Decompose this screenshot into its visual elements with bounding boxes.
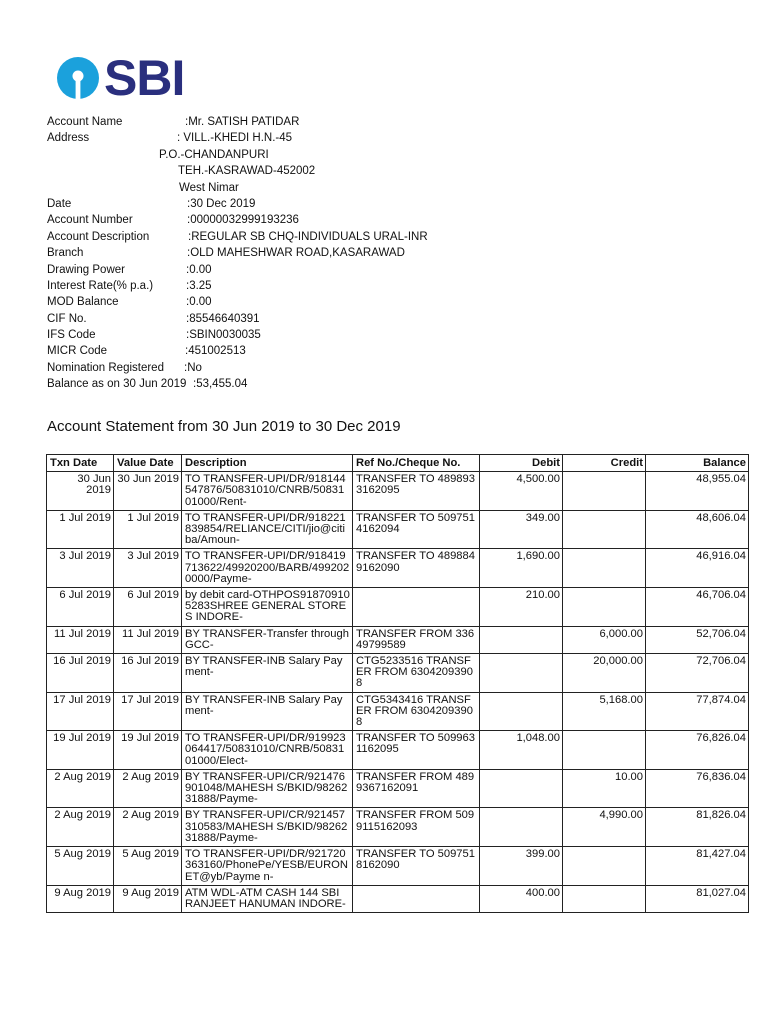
txn-date-cell: 16 Jul 2019 <box>47 654 114 693</box>
account-description-label: Account Description <box>47 230 150 243</box>
description-cell: by debit card-OTHPOS918709105283SHREE GENERAL STORES INDORE- <box>182 588 353 627</box>
debit-cell <box>480 769 563 808</box>
credit-cell: 4,990.00 <box>563 808 646 847</box>
col-header-credit: Credit <box>563 455 646 472</box>
table-row <box>47 654 749 693</box>
txn-date-cell: 3 Jul 2019 <box>47 549 114 588</box>
value-date-cell: 16 Jul 2019 <box>114 654 182 693</box>
ref-no-cell <box>353 885 480 912</box>
ref-no-cell: CTG5233516 TRANSFER FROM 63042093908 <box>353 654 480 693</box>
account-description-value: :REGULAR SB CHQ-INDIVIDUALS URAL-INR <box>188 230 428 243</box>
credit-cell <box>563 510 646 549</box>
table-row <box>47 549 749 588</box>
description-cell: BY TRANSFER-INB Salary Payment- <box>182 692 353 731</box>
ref-no-cell: TRANSFER TO 4898849162090 <box>353 549 480 588</box>
balance-cell: 46,706.04 <box>646 588 749 627</box>
debit-cell: 1,048.00 <box>480 731 563 770</box>
drawing-power-label: Drawing Power <box>47 263 125 276</box>
balance-cell: 48,606.04 <box>646 510 749 549</box>
debit-cell: 349.00 <box>480 510 563 549</box>
account-name-value: :Mr. SATISH PATIDAR <box>185 116 300 128</box>
ref-no-cell: TRANSFER TO 5097514162094 <box>353 510 480 549</box>
statement-title: Account Statement from 30 Jun 2019 to 30 Dec 2019 <box>47 418 401 435</box>
table-row <box>47 510 749 549</box>
credit-cell: 5,168.00 <box>563 692 646 731</box>
value-date-cell: 17 Jul 2019 <box>114 692 182 731</box>
value-date-cell: 11 Jul 2019 <box>114 626 182 653</box>
txn-date-cell: 5 Aug 2019 <box>47 847 114 886</box>
nomination-value: :No <box>184 361 202 374</box>
col-header-ref-no: Ref No./Cheque No. <box>353 455 480 472</box>
opening-balance-value: :53,455.04 <box>193 378 248 391</box>
bank-name: SBI <box>104 50 185 106</box>
bank-logo <box>56 50 185 106</box>
credit-cell <box>563 885 646 912</box>
credit-cell: 6,000.00 <box>563 626 646 653</box>
balance-cell: 81,826.04 <box>646 808 749 847</box>
balance-cell: 48,955.04 <box>646 472 749 511</box>
sbi-keyhole-icon <box>56 56 100 100</box>
statement-rows <box>47 472 749 913</box>
address-line-1: : VILL.-KHEDI H.N.-45 <box>177 132 293 145</box>
ref-no-cell: TRANSFER TO 5099631162095 <box>353 731 480 770</box>
ref-no-cell: TRANSFER TO 5097518162090 <box>353 847 480 886</box>
balance-cell: 81,427.04 <box>646 847 749 886</box>
ifs-label: IFS Code <box>47 329 96 342</box>
table-row <box>47 588 749 627</box>
col-header-description: Description <box>182 455 353 472</box>
account-number-value: :00000032999193236 <box>187 214 299 227</box>
value-date-cell: 3 Jul 2019 <box>114 549 182 588</box>
balance-cell: 77,874.04 <box>646 692 749 731</box>
debit-cell <box>480 808 563 847</box>
description-cell: BY TRANSFER-UPI/CR/921476901048/MAHESH S/BKID/9826231888/Payme- <box>182 769 353 808</box>
ref-no-cell: TRANSFER FROM 5099115162093 <box>353 808 480 847</box>
ref-no-cell: TRANSFER FROM 4899367162091 <box>353 769 480 808</box>
micr-value: :451002513 <box>185 345 246 358</box>
drawing-power-value: :0.00 <box>186 263 212 276</box>
interest-rate-value: :3.25 <box>186 279 212 292</box>
value-date-cell: 2 Aug 2019 <box>114 808 182 847</box>
balance-cell: 72,706.04 <box>646 654 749 693</box>
debit-cell: 1,690.00 <box>480 549 563 588</box>
debit-cell: 4,500.00 <box>480 472 563 511</box>
txn-date-cell: 1 Jul 2019 <box>47 510 114 549</box>
txn-date-cell: 6 Jul 2019 <box>47 588 114 627</box>
table-row <box>47 885 749 912</box>
credit-cell: 20,000.00 <box>563 654 646 693</box>
branch-value: :OLD MAHESHWAR ROAD,KASARAWAD <box>187 247 405 260</box>
cif-label: CIF No. <box>47 312 87 325</box>
debit-cell: 210.00 <box>480 588 563 627</box>
txn-date-cell: 30 Jun 2019 <box>47 472 114 511</box>
branch-label: Branch <box>47 247 84 260</box>
txn-date-cell: 11 Jul 2019 <box>47 626 114 653</box>
table-row <box>47 626 749 653</box>
credit-cell <box>563 847 646 886</box>
table-row <box>47 472 749 511</box>
txn-date-cell: 2 Aug 2019 <box>47 769 114 808</box>
date-value: :30 Dec 2019 <box>187 197 256 210</box>
balance-cell: 76,826.04 <box>646 731 749 770</box>
debit-cell: 400.00 <box>480 885 563 912</box>
mod-balance-value: :0.00 <box>186 296 212 309</box>
interest-rate-label: Interest Rate(% p.a.) <box>47 279 154 292</box>
value-date-cell: 30 Jun 2019 <box>114 472 182 511</box>
balance-cell: 52,706.04 <box>646 626 749 653</box>
credit-cell: 10.00 <box>563 769 646 808</box>
table-row <box>47 769 749 808</box>
address-line-2: P.O.-CHANDANPURI <box>159 148 269 161</box>
description-cell: TO TRANSFER-UPI/DR/919923064417/50831010/CNRB/5083101000/Elect- <box>182 731 353 770</box>
value-date-cell: 9 Aug 2019 <box>114 885 182 912</box>
value-date-cell: 6 Jul 2019 <box>114 588 182 627</box>
account-number-label: Account Number <box>47 214 133 227</box>
value-date-cell: 5 Aug 2019 <box>114 847 182 886</box>
balance-cell: 76,836.04 <box>646 769 749 808</box>
txn-date-cell: 19 Jul 2019 <box>47 731 114 770</box>
opening-balance-label: Balance as on 30 Jun 2019 <box>47 378 187 391</box>
nomination-label: Nomination Registered <box>47 361 164 374</box>
micr-label: MICR Code <box>47 345 108 358</box>
address-line-3: TEH.-KASRAWAD-452002 <box>178 165 316 178</box>
description-cell: TO TRANSFER-UPI/DR/918144547876/50831010/CNRB/5083101000/Rent- <box>182 472 353 511</box>
ref-no-cell: CTG5343416 TRANSFER FROM 63042093908 <box>353 692 480 731</box>
address-label: Address <box>47 132 90 145</box>
ref-no-cell: TRANSFER TO 4898933162095 <box>353 472 480 511</box>
col-header-value-date: Value Date <box>114 455 182 472</box>
date-label: Date <box>47 197 72 210</box>
col-header-txn-date: Txn Date <box>47 455 114 472</box>
balance-cell: 81,027.04 <box>646 885 749 912</box>
table-row <box>47 692 749 731</box>
ref-no-cell: TRANSFER FROM 33649799589 <box>353 626 480 653</box>
statement-table <box>46 454 749 913</box>
txn-date-cell: 9 Aug 2019 <box>47 885 114 912</box>
txn-date-cell: 2 Aug 2019 <box>47 808 114 847</box>
col-header-balance: Balance <box>646 455 749 472</box>
description-cell: TO TRANSFER-UPI/DR/918221839854/RELIANCE/CITI/jio@citiba/Amoun- <box>182 510 353 549</box>
col-header-debit: Debit <box>480 455 563 472</box>
txn-date-cell: 17 Jul 2019 <box>47 692 114 731</box>
credit-cell <box>563 549 646 588</box>
value-date-cell: 1 Jul 2019 <box>114 510 182 549</box>
description-cell: TO TRANSFER-UPI/DR/921720363160/PhonePe/YESB/EURONET@yb/Payme n- <box>182 847 353 886</box>
credit-cell <box>563 588 646 627</box>
debit-cell <box>480 654 563 693</box>
table-row <box>47 808 749 847</box>
description-cell: BY TRANSFER-Transfer through GCC- <box>182 626 353 653</box>
debit-cell: 399.00 <box>480 847 563 886</box>
balance-cell: 46,916.04 <box>646 549 749 588</box>
mod-balance-label: MOD Balance <box>47 296 119 309</box>
description-cell: ATM WDL-ATM CASH 144 SBI RANJEET HANUMAN INDORE- <box>182 885 353 912</box>
ref-no-cell <box>353 588 480 627</box>
value-date-cell: 19 Jul 2019 <box>114 731 182 770</box>
ifs-value: :SBIN0030035 <box>186 329 261 342</box>
debit-cell <box>480 626 563 653</box>
description-cell: BY TRANSFER-UPI/CR/921457310583/MAHESH S/BKID/9826231888/Payme- <box>182 808 353 847</box>
credit-cell <box>563 731 646 770</box>
table-row <box>47 847 749 886</box>
cif-value: :85546640391 <box>186 312 260 325</box>
address-line-4: West Nimar <box>179 181 239 194</box>
description-cell: TO TRANSFER-UPI/DR/918419713622/49920200/BARB/4992020000/Payme- <box>182 549 353 588</box>
table-row <box>47 731 749 770</box>
value-date-cell: 2 Aug 2019 <box>114 769 182 808</box>
credit-cell <box>563 472 646 511</box>
account-name-label: Account Name <box>47 116 123 128</box>
table-header-row <box>47 455 749 472</box>
description-cell: BY TRANSFER-INB Salary Payment- <box>182 654 353 693</box>
debit-cell <box>480 692 563 731</box>
